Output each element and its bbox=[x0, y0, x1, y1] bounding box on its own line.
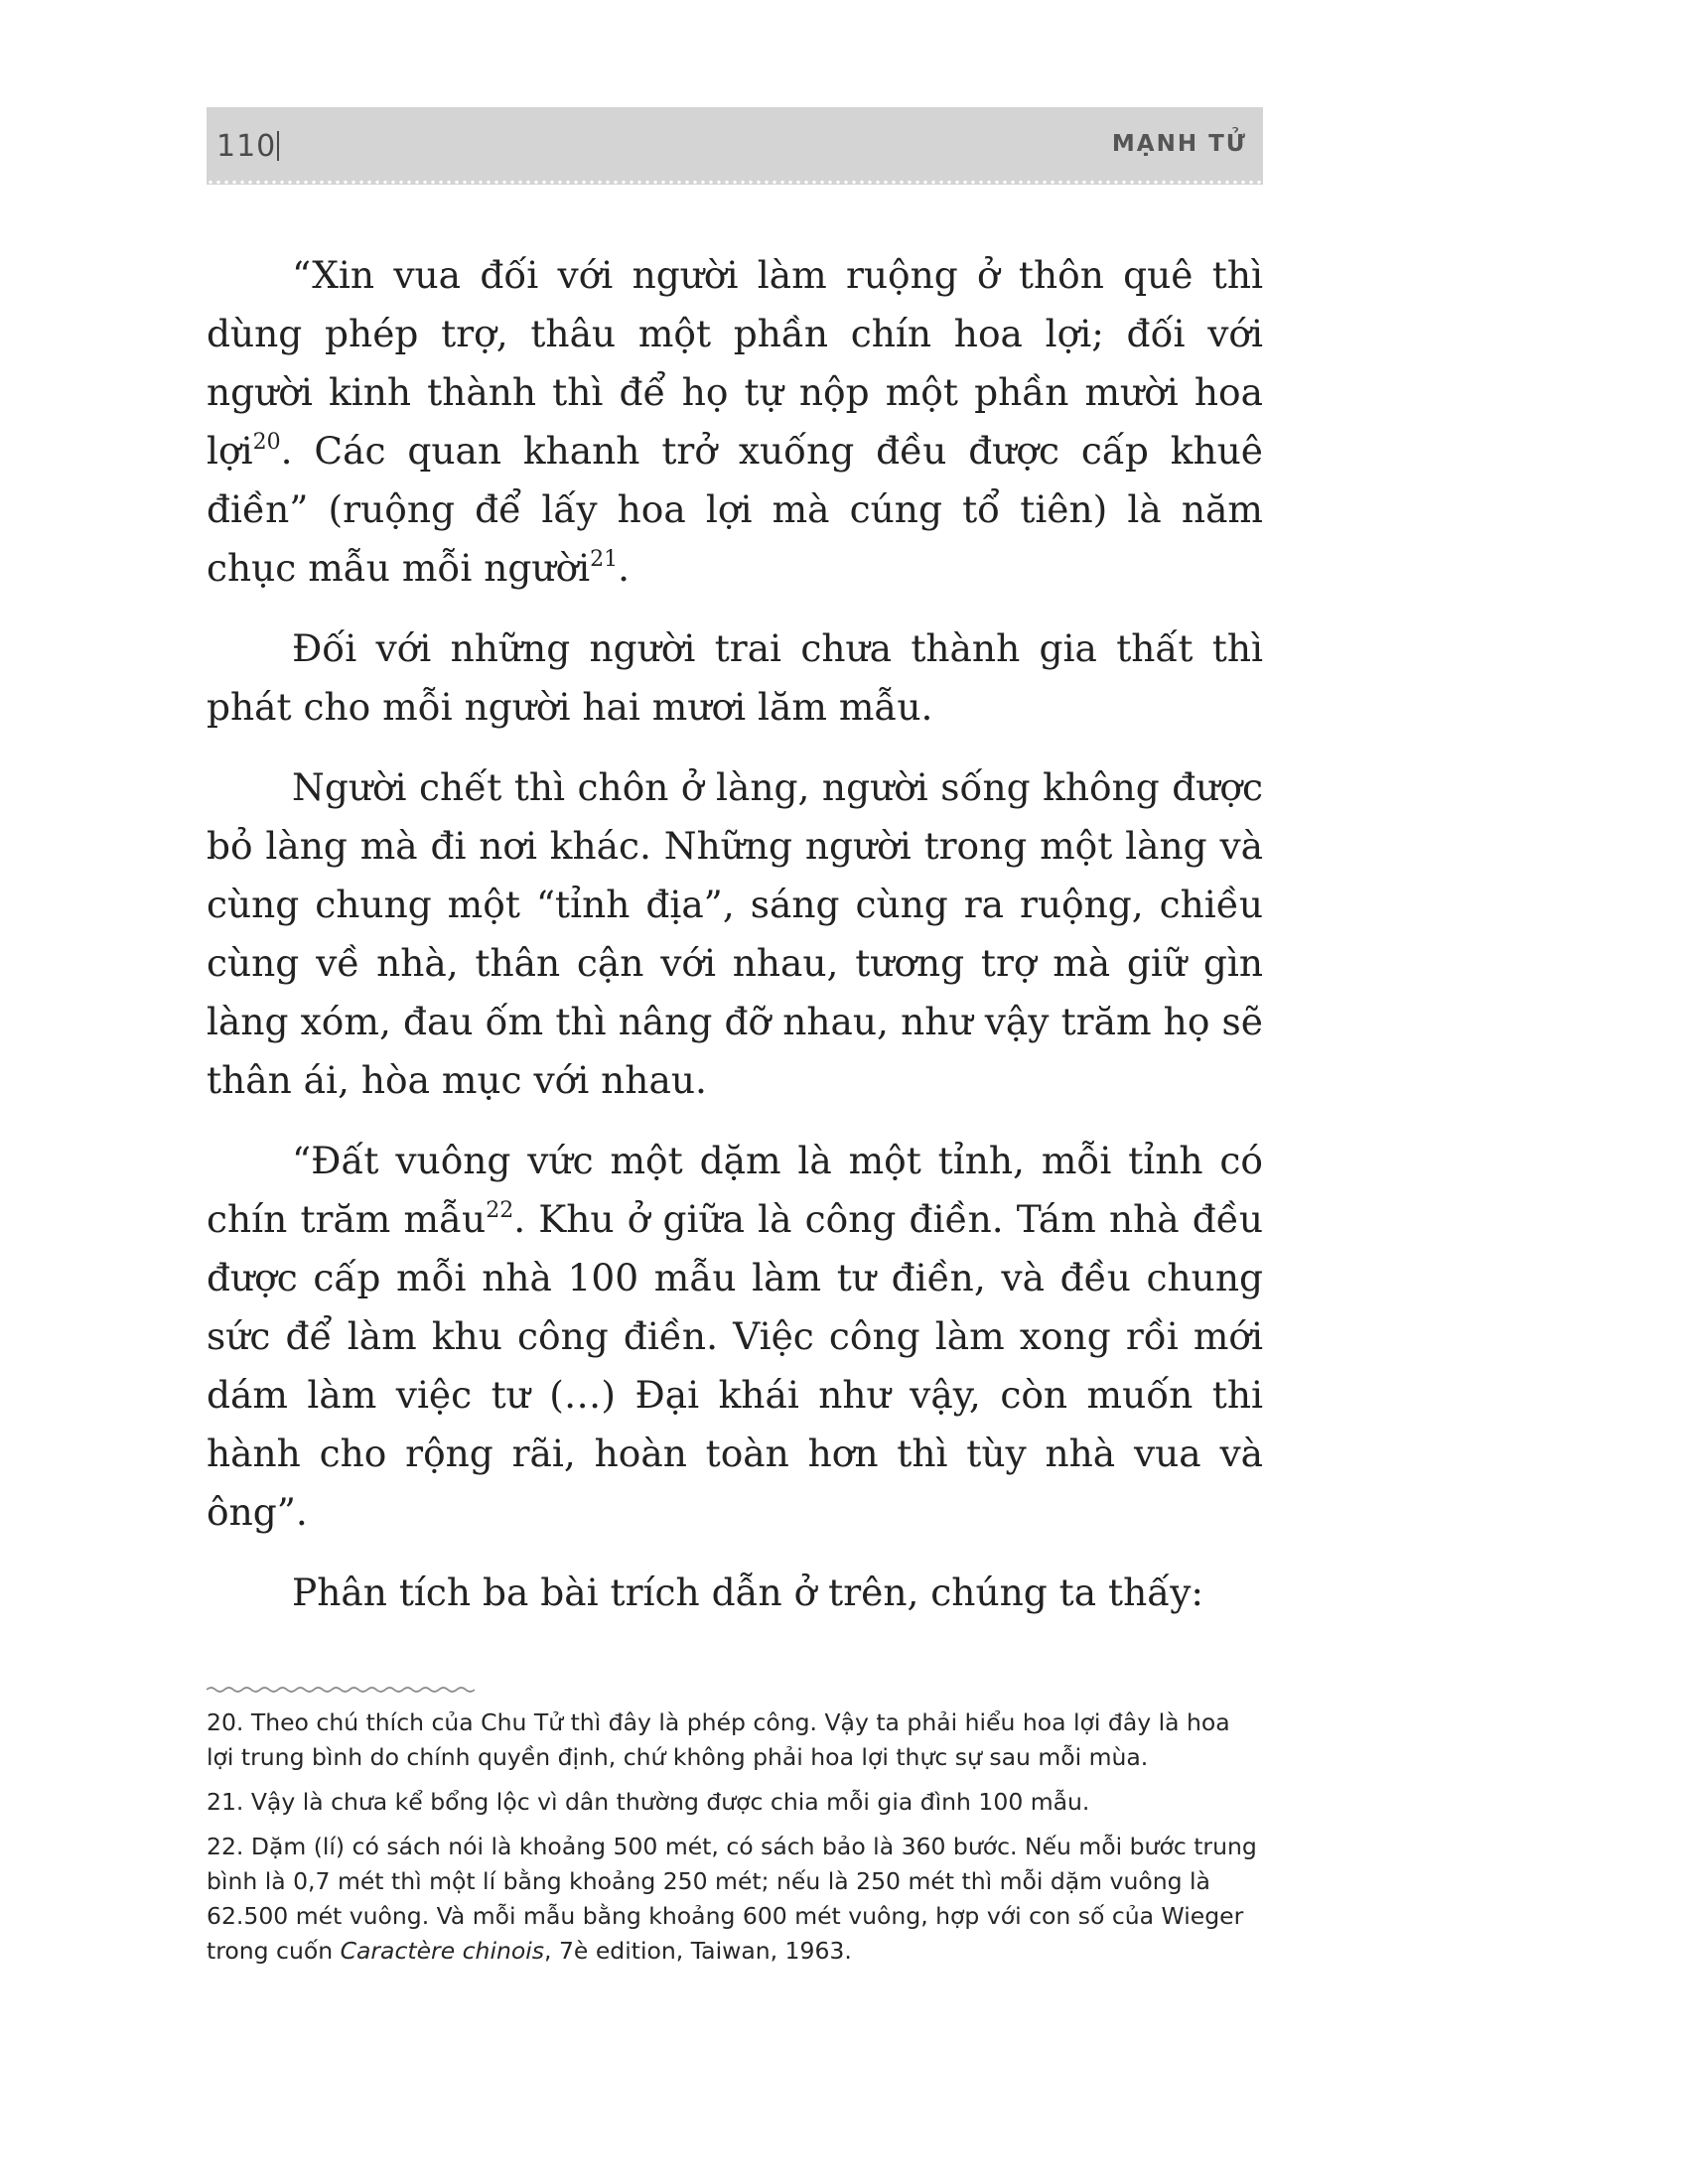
footnote-22-book-title: Caractère chinois bbox=[340, 1937, 545, 1965]
page-header bbox=[207, 107, 1263, 185]
paragraph-4-text-a: “Đất vuông vức một dặm là một tỉnh, mỗi tỉnh có chín trăm mẫu bbox=[207, 1139, 1263, 1241]
header-separator bbox=[277, 131, 279, 161]
footnote-22-text-b: , 7è edition, Taiwan, 1963. bbox=[544, 1937, 852, 1965]
footnote-22 bbox=[207, 1830, 1263, 1969]
paragraph-5: Phân tích ba bài trích dẫn ở trên, chúng ta thấy: bbox=[292, 1570, 1204, 1614]
paragraph-4 bbox=[207, 1132, 1263, 1542]
paragraph-1-text-b: . Các quan khanh trở xuống đều được cấp khuê điền” (ruộng để lấy hoa lợi mà cúng tổ tiên) là năm chục mẫu mỗi người bbox=[207, 429, 1263, 590]
paragraph-3: Người chết thì chôn ở làng, người sống không được bỏ làng mà đi nơi khác. Những người trong một làng và cùng chung một “tỉnh địa”, sáng cùng ra ruộng, chiều cùng về nhà, thân cận với nhau, tương trợ mà giữ gìn làng xóm, đau ốm thì nâng đỡ nhau, như vậy trăm họ sẽ thân ái, hòa mục với nhau. bbox=[207, 765, 1263, 1102]
footnote-ref-22: 22 bbox=[486, 1198, 514, 1223]
footnote-20: 20. Theo chú thích của Chu Tử thì đây là phép công. Vậy ta phải hiểu hoa lợi đây là hoa lợi trung bình do chính quyền định, chứ không phải hoa lợi thực sự sau mỗi mùa. bbox=[207, 1708, 1230, 1771]
paragraph-1-text-c: . bbox=[618, 546, 631, 590]
main-text bbox=[207, 246, 1263, 1644]
paragraph-1-text-a: “Xin vua đối với người làm ruộng ở thôn quê thì dùng phép trợ, thâu một phần chín hoa lợi; đối với người kinh thành thì để họ tự nộp một phần mười hoa lợi bbox=[207, 253, 1263, 473]
running-title: MẠNH TỬ bbox=[1111, 131, 1247, 157]
footnote-21: 21. Vậy là chưa kể bổng lộc vì dân thường được chia mỗi gia đình 100 mẫu. bbox=[207, 1788, 1090, 1816]
paragraph-4-text-b: . Khu ở giữa là công điền. Tám nhà đều được cấp mỗi nhà 100 mẫu làm tư điền, và đều chung sức để làm khu công điền. Việc công làm xong rồi mới dám làm việc tư (…) Đại khái như vậy, còn muốn thi hành cho rộng rãi, hoàn toàn hơn thì tùy nhà vua và ông”. bbox=[207, 1197, 1263, 1534]
page-number: 110 bbox=[216, 129, 277, 164]
paragraph-2: Đối với những người trai chưa thành gia thất thì phát cho mỗi người hai mươi lăm mẫu. bbox=[207, 626, 1263, 729]
footnotes bbox=[207, 1706, 1263, 1979]
footnote-ref-20: 20 bbox=[252, 430, 281, 455]
footnote-22-text-a: 22. Dặm (lí) có sách nói là khoảng 500 mét, có sách bảo là 360 bước. Nếu mỗi bước trung bình là 0,7 mét thì một lí bằng khoảng 250 mét; nếu là 250 mét thì mỗi dặm vuông là 62.500 mét vuông. Và mỗi mẫu bằng khoảng 600 mét vuông, hợp với con số của Wieger trong cuốn bbox=[207, 1833, 1257, 1965]
footnote-ref-21: 21 bbox=[590, 547, 619, 572]
paragraph-1 bbox=[207, 246, 1263, 598]
footnote-divider bbox=[207, 1686, 475, 1694]
